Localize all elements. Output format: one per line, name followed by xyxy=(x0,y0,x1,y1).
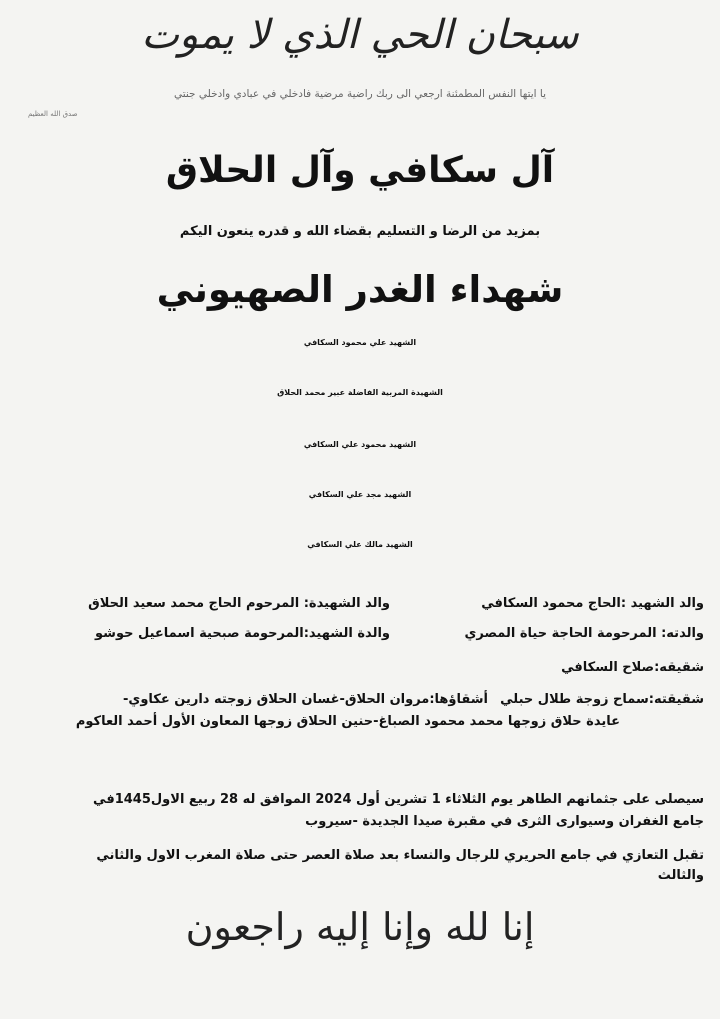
martyr-name: الشهيد مجد علي السكافي xyxy=(308,490,412,499)
family-names: آل سكافي وآل الحلاق xyxy=(165,150,555,191)
quran-verse: يا ايتها النفس المطمئنة ارجعي الى ربك راضية مرضية فادخلي في عبادي وادخلي جنتي xyxy=(173,88,547,100)
sister: شقيقته:سماح زوجة طلال حبلي xyxy=(500,692,704,707)
siblings-line-2: عايدة حلاق زوجها محمد محمود الصباغ-حنين الحلاق زوجها المعاون الأول أحمد العاكوم xyxy=(75,714,620,729)
footer-calligraphy: إنا لله وإنا إليه راجعون xyxy=(185,905,535,949)
martyr-name: الشهيدة المربية الفاضلة عبير محمد الحلاق xyxy=(277,388,443,397)
headline: شهداء الغدر الصهيوني xyxy=(156,268,564,311)
martyr-name: الشهيد مالك علي السكافي xyxy=(307,540,413,549)
condolences-line-2: والثالث xyxy=(657,868,704,883)
intro-text: بمزيد من الرضا و التسليم بقضاء الله و قدره ينعون اليكم xyxy=(179,224,541,239)
brother: شقيقه:صلاح السكافي xyxy=(561,660,704,675)
martyr-name: الشهيد علي محمود السكافي xyxy=(303,338,417,347)
mother-of-martyress: والدة الشهيد:المرحومة صبحية اسماعيل حوشو xyxy=(95,626,390,641)
header-calligraphy: سبحان الحي الذي لا يموت xyxy=(141,12,579,58)
mother-of-martyr: والدته: المرحومة الحاجة حياة المصري xyxy=(464,626,704,641)
siblings-line-1: أشقاؤها:مروان الحلاق-غسان الحلاق زوجته دارين عكاوي- xyxy=(123,692,488,707)
father-of-martyress: والد الشهيدة: المرحوم الحاج محمد سعيد الحلاق xyxy=(88,596,390,611)
funeral-line-2: جامع الغفران وسيوارى الثرى في مقبرة صيدا الجديدة -سيروب xyxy=(305,814,704,829)
funeral-line-1: سيصلى على جثمانهم الطاهر يوم الثلاثاء 1 تشرين أول 2024 الموافق له 28 ربيع الاول1445في xyxy=(93,792,704,807)
martyr-name: الشهيد محمود علي السكافي xyxy=(303,440,417,449)
condolences-line-1: تقبل التعازي في جامع الحريري للرجال والنساء بعد صلاة العصر حتى صلاة المغرب الاول والثاني xyxy=(96,848,704,863)
father-of-martyr: والد الشهيد :الحاج محمود السكافي xyxy=(481,596,704,611)
verse-reference: صدق الله العظيم xyxy=(28,110,78,118)
